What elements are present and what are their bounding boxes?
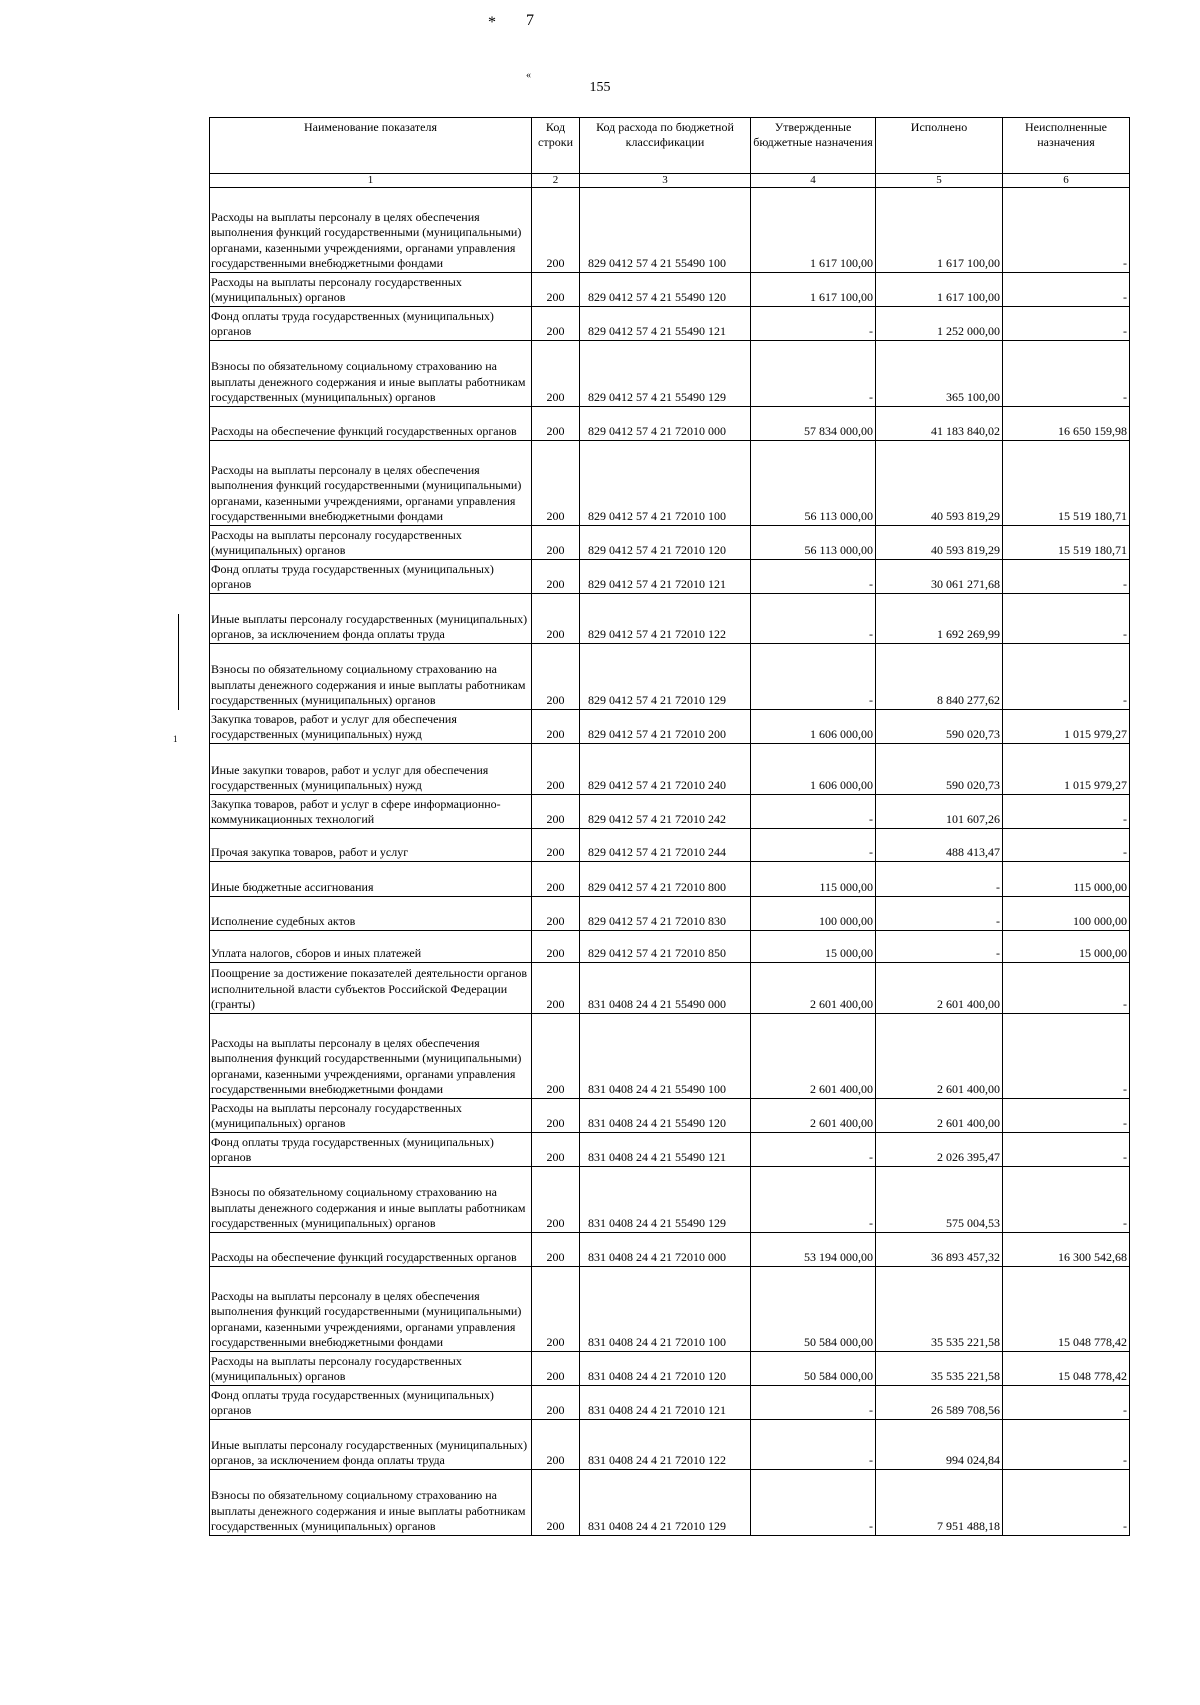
row-budget-code: 831 0408 24 4 21 55490 121 xyxy=(580,1133,751,1167)
row-executed: - xyxy=(876,931,1003,963)
row-name: Расходы на выплаты персоналу государственных (муниципальных) органов xyxy=(210,1099,532,1133)
row-line-code: 200 xyxy=(532,744,580,795)
row-unexecuted: 15 519 180,71 xyxy=(1003,526,1130,560)
row-budget-code: 829 0412 57 4 21 55490 129 xyxy=(580,341,751,407)
row-line-code: 200 xyxy=(532,594,580,644)
row-budget-code: 831 0408 24 4 21 72010 129 xyxy=(580,1470,751,1536)
row-name: Прочая закупка товаров, работ и услуг xyxy=(210,829,532,862)
row-unexecuted: 1 015 979,27 xyxy=(1003,710,1130,744)
row-name: Взносы по обязательному социальному страхованию на выплаты денежного содержания и иные выплаты работникам государственных (муниципальных) органов xyxy=(210,1470,532,1536)
row-unexecuted: - xyxy=(1003,795,1130,829)
row-name: Взносы по обязательному социальному страхованию на выплаты денежного содержания и иные выплаты работникам государственных (муниципальных) органов xyxy=(210,644,532,710)
row-executed: 30 061 271,68 xyxy=(876,560,1003,594)
row-name: Поощрение за достижение показателей деятельности органов исполнительной власти субъектов Российской Федерации (гранты) xyxy=(210,963,532,1014)
page-number: 155 xyxy=(589,80,611,95)
row-approved: 2 601 400,00 xyxy=(751,963,876,1014)
row-budget-code: 831 0408 24 4 21 55490 120 xyxy=(580,1099,751,1133)
row-unexecuted: 15 000,00 xyxy=(1003,931,1130,963)
row-name: Расходы на выплаты персоналу в целях обеспечения выполнения функций государственными (муниципальными) органами, казенными учреждениями, органами управления государственными внебюджетными фондами xyxy=(210,188,532,273)
row-line-code: 200 xyxy=(532,931,580,963)
row-unexecuted: - xyxy=(1003,963,1130,1014)
row-line-code: 200 xyxy=(532,1267,580,1352)
row-name: Фонд оплаты труда государственных (муниципальных) органов xyxy=(210,307,532,341)
row-executed: 575 004,53 xyxy=(876,1167,1003,1233)
row-executed: 41 183 840,02 xyxy=(876,407,1003,441)
row-executed: 365 100,00 xyxy=(876,341,1003,407)
row-approved: - xyxy=(751,560,876,594)
row-line-code: 200 xyxy=(532,1420,580,1470)
row-line-code: 200 xyxy=(532,407,580,441)
table-row xyxy=(210,1233,1130,1267)
column-index: 2 xyxy=(532,174,580,188)
row-unexecuted: - xyxy=(1003,188,1130,273)
row-executed: 26 589 708,56 xyxy=(876,1386,1003,1420)
table-row xyxy=(210,963,1130,1014)
row-approved: - xyxy=(751,341,876,407)
table-row xyxy=(210,1470,1130,1536)
row-name: Расходы на выплаты персоналу в целях обеспечения выполнения функций государственными (муниципальными) органами, казенными учреждениями, органами управления государственными внебюджетными фондами xyxy=(210,1014,532,1099)
column-header-name: Наименование показателя xyxy=(210,118,532,174)
row-unexecuted: - xyxy=(1003,341,1130,407)
row-unexecuted: - xyxy=(1003,594,1130,644)
column-header-budget-code: Код расхода по бюджетной классификации xyxy=(580,118,751,174)
table-row xyxy=(210,1014,1130,1099)
row-line-code: 200 xyxy=(532,897,580,931)
row-budget-code: 829 0412 57 4 21 72010 200 xyxy=(580,710,751,744)
row-executed: 35 535 221,58 xyxy=(876,1352,1003,1386)
row-unexecuted: - xyxy=(1003,307,1130,341)
row-line-code: 200 xyxy=(532,307,580,341)
row-budget-code: 831 0408 24 4 21 72010 122 xyxy=(580,1420,751,1470)
row-budget-code: 829 0412 57 4 21 72010 244 xyxy=(580,829,751,862)
row-executed: 101 607,26 xyxy=(876,795,1003,829)
row-name: Взносы по обязательному социальному страхованию на выплаты денежного содержания и иные выплаты работникам государственных (муниципальных) органов xyxy=(210,1167,532,1233)
row-name: Расходы на выплаты персоналу государственных (муниципальных) органов xyxy=(210,526,532,560)
row-approved: 1 617 100,00 xyxy=(751,188,876,273)
row-budget-code: 829 0412 57 4 21 72010 121 xyxy=(580,560,751,594)
row-name: Иные закупки товаров, работ и услуг для обеспечения государственных (муниципальных) нужд xyxy=(210,744,532,795)
row-approved: 57 834 000,00 xyxy=(751,407,876,441)
table-row xyxy=(210,1420,1130,1470)
row-executed: 1 617 100,00 xyxy=(876,188,1003,273)
row-approved: - xyxy=(751,1167,876,1233)
table-row xyxy=(210,307,1130,341)
column-header-executed: Исполнено xyxy=(876,118,1003,174)
row-line-code: 200 xyxy=(532,188,580,273)
row-budget-code: 831 0408 24 4 21 72010 121 xyxy=(580,1386,751,1420)
column-header-line-code: Код строки xyxy=(532,118,580,174)
row-unexecuted: - xyxy=(1003,1167,1130,1233)
row-executed: 590 020,73 xyxy=(876,710,1003,744)
row-line-code: 200 xyxy=(532,273,580,307)
column-index: 5 xyxy=(876,174,1003,188)
row-line-code: 200 xyxy=(532,1352,580,1386)
row-executed: 36 893 457,32 xyxy=(876,1233,1003,1267)
row-approved: 15 000,00 xyxy=(751,931,876,963)
column-index: 4 xyxy=(751,174,876,188)
row-unexecuted: - xyxy=(1003,273,1130,307)
row-executed: 488 413,47 xyxy=(876,829,1003,862)
row-budget-code: 829 0412 57 4 21 72010 800 xyxy=(580,862,751,897)
row-line-code: 200 xyxy=(532,963,580,1014)
row-approved: - xyxy=(751,795,876,829)
row-name: Расходы на выплаты персоналу государственных (муниципальных) органов xyxy=(210,1352,532,1386)
row-line-code: 200 xyxy=(532,644,580,710)
row-budget-code: 829 0412 57 4 21 72010 120 xyxy=(580,526,751,560)
column-header-unexecuted: Неисполненные назначения xyxy=(1003,118,1130,174)
row-unexecuted: 16 300 542,68 xyxy=(1003,1233,1130,1267)
row-approved: 50 584 000,00 xyxy=(751,1352,876,1386)
header-row xyxy=(210,118,1130,174)
row-name: Расходы на выплаты персоналу в целях обеспечения выполнения функций государственными (муниципальными) органами, казенными учреждениями, органами управления государственными внебюджетными фондами xyxy=(210,1267,532,1352)
row-executed: 2 601 400,00 xyxy=(876,963,1003,1014)
row-line-code: 200 xyxy=(532,862,580,897)
row-approved: - xyxy=(751,594,876,644)
row-line-code: 200 xyxy=(532,829,580,862)
column-index-row xyxy=(210,174,1130,188)
row-unexecuted: 115 000,00 xyxy=(1003,862,1130,897)
row-line-code: 200 xyxy=(532,1014,580,1099)
row-approved: 53 194 000,00 xyxy=(751,1233,876,1267)
row-name: Взносы по обязательному социальному страхованию на выплаты денежного содержания и иные выплаты работникам государственных (муниципальных) органов xyxy=(210,341,532,407)
row-approved: 2 601 400,00 xyxy=(751,1099,876,1133)
row-line-code: 200 xyxy=(532,560,580,594)
row-executed: 2 601 400,00 xyxy=(876,1014,1003,1099)
table-row xyxy=(210,1167,1130,1233)
table-row xyxy=(210,594,1130,644)
row-name: Уплата налогов, сборов и иных платежей xyxy=(210,931,532,963)
row-approved: 56 113 000,00 xyxy=(751,441,876,526)
table-row xyxy=(210,862,1130,897)
row-approved: - xyxy=(751,644,876,710)
row-approved: 1 617 100,00 xyxy=(751,273,876,307)
row-line-code: 200 xyxy=(532,441,580,526)
scan-mark: 1 xyxy=(173,734,178,744)
table-row xyxy=(210,273,1130,307)
row-budget-code: 829 0412 57 4 21 72010 242 xyxy=(580,795,751,829)
row-budget-code: 829 0412 57 4 21 72010 830 xyxy=(580,897,751,931)
row-budget-code: 829 0412 57 4 21 72010 129 xyxy=(580,644,751,710)
row-unexecuted: 100 000,00 xyxy=(1003,897,1130,931)
column-index: 1 xyxy=(210,174,532,188)
column-header-approved: Утвержденные бюджетные назначения xyxy=(751,118,876,174)
scan-mark: 7 xyxy=(526,12,534,29)
table-row xyxy=(210,188,1130,273)
row-name: Фонд оплаты труда государственных (муниципальных) органов xyxy=(210,560,532,594)
row-name: Расходы на выплаты персоналу в целях обеспечения выполнения функций государственными (муниципальными) органами, казенными учреждениями, органами управления государственными внебюджетными фондами xyxy=(210,441,532,526)
row-unexecuted: - xyxy=(1003,1099,1130,1133)
row-name: Фонд оплаты труда государственных (муниципальных) органов xyxy=(210,1133,532,1167)
table-row xyxy=(210,744,1130,795)
table-row xyxy=(210,441,1130,526)
row-unexecuted: 15 048 778,42 xyxy=(1003,1267,1130,1352)
row-budget-code: 829 0412 57 4 21 55490 121 xyxy=(580,307,751,341)
row-budget-code: 831 0408 24 4 21 55490 129 xyxy=(580,1167,751,1233)
budget-execution-table xyxy=(209,117,1130,1536)
row-executed: 1 692 269,99 xyxy=(876,594,1003,644)
table-row xyxy=(210,644,1130,710)
table-row xyxy=(210,931,1130,963)
row-budget-code: 831 0408 24 4 21 72010 120 xyxy=(580,1352,751,1386)
row-name: Расходы на выплаты персоналу государственных (муниципальных) органов xyxy=(210,273,532,307)
row-executed: - xyxy=(876,897,1003,931)
row-approved: 100 000,00 xyxy=(751,897,876,931)
budget-execution-table-container xyxy=(209,117,1129,1536)
row-budget-code: 829 0412 57 4 21 72010 850 xyxy=(580,931,751,963)
row-executed: 2 601 400,00 xyxy=(876,1099,1003,1133)
row-name: Расходы на обеспечение функций государственных органов xyxy=(210,1233,532,1267)
row-name: Иные бюджетные ассигнования xyxy=(210,862,532,897)
row-approved: 56 113 000,00 xyxy=(751,526,876,560)
scan-mark: « xyxy=(526,70,531,81)
table-row xyxy=(210,710,1130,744)
row-budget-code: 831 0408 24 4 21 55490 000 xyxy=(580,963,751,1014)
table-row xyxy=(210,795,1130,829)
table-row xyxy=(210,560,1130,594)
row-unexecuted: - xyxy=(1003,644,1130,710)
row-approved: - xyxy=(751,307,876,341)
row-approved: 115 000,00 xyxy=(751,862,876,897)
row-approved: - xyxy=(751,1470,876,1536)
row-approved: 1 606 000,00 xyxy=(751,710,876,744)
row-unexecuted: - xyxy=(1003,1133,1130,1167)
row-approved: - xyxy=(751,829,876,862)
table-row xyxy=(210,341,1130,407)
row-executed: 8 840 277,62 xyxy=(876,644,1003,710)
row-name: Расходы на обеспечение функций государственных органов xyxy=(210,407,532,441)
scan-mark: * xyxy=(488,14,496,31)
row-unexecuted: 15 048 778,42 xyxy=(1003,1352,1130,1386)
row-line-code: 200 xyxy=(532,1386,580,1420)
row-unexecuted: 15 519 180,71 xyxy=(1003,441,1130,526)
row-name: Фонд оплаты труда государственных (муниципальных) органов xyxy=(210,1386,532,1420)
column-index: 3 xyxy=(580,174,751,188)
row-unexecuted: - xyxy=(1003,1470,1130,1536)
row-name: Закупка товаров, работ и услуг для обеспечения государственных (муниципальных) нужд xyxy=(210,710,532,744)
row-executed: 7 951 488,18 xyxy=(876,1470,1003,1536)
row-executed: 40 593 819,29 xyxy=(876,526,1003,560)
row-budget-code: 831 0408 24 4 21 55490 100 xyxy=(580,1014,751,1099)
table-row xyxy=(210,897,1130,931)
row-approved: 2 601 400,00 xyxy=(751,1014,876,1099)
row-unexecuted: 16 650 159,98 xyxy=(1003,407,1130,441)
row-name: Закупка товаров, работ и услуг в сфере информационно-коммуникационных технологий xyxy=(210,795,532,829)
row-line-code: 200 xyxy=(532,1133,580,1167)
row-executed: 2 026 395,47 xyxy=(876,1133,1003,1167)
row-line-code: 200 xyxy=(532,1167,580,1233)
row-unexecuted: - xyxy=(1003,1420,1130,1470)
row-executed: 994 024,84 xyxy=(876,1420,1003,1470)
row-unexecuted: - xyxy=(1003,1014,1130,1099)
table-row xyxy=(210,1352,1130,1386)
row-line-code: 200 xyxy=(532,710,580,744)
row-unexecuted: 1 015 979,27 xyxy=(1003,744,1130,795)
row-line-code: 200 xyxy=(532,1099,580,1133)
row-executed: 40 593 819,29 xyxy=(876,441,1003,526)
row-approved: 1 606 000,00 xyxy=(751,744,876,795)
row-unexecuted: - xyxy=(1003,829,1130,862)
row-approved: - xyxy=(751,1386,876,1420)
column-index: 6 xyxy=(1003,174,1130,188)
row-budget-code: 829 0412 57 4 21 55490 120 xyxy=(580,273,751,307)
row-line-code: 200 xyxy=(532,795,580,829)
table-row xyxy=(210,526,1130,560)
row-budget-code: 829 0412 57 4 21 72010 000 xyxy=(580,407,751,441)
row-name: Иные выплаты персоналу государственных (муниципальных) органов, за исключением фонда оплаты труда xyxy=(210,594,532,644)
margin-line xyxy=(178,614,179,710)
row-approved: - xyxy=(751,1420,876,1470)
row-line-code: 200 xyxy=(532,526,580,560)
row-unexecuted: - xyxy=(1003,560,1130,594)
row-budget-code: 831 0408 24 4 21 72010 100 xyxy=(580,1267,751,1352)
row-budget-code: 829 0412 57 4 21 55490 100 xyxy=(580,188,751,273)
table-row xyxy=(210,1386,1130,1420)
table-row xyxy=(210,1099,1130,1133)
row-executed: 590 020,73 xyxy=(876,744,1003,795)
table-row xyxy=(210,1267,1130,1352)
row-unexecuted: - xyxy=(1003,1386,1130,1420)
row-executed: 1 617 100,00 xyxy=(876,273,1003,307)
row-line-code: 200 xyxy=(532,1470,580,1536)
row-executed: 35 535 221,58 xyxy=(876,1267,1003,1352)
row-name: Исполнение судебных актов xyxy=(210,897,532,931)
row-budget-code: 829 0412 57 4 21 72010 240 xyxy=(580,744,751,795)
row-name: Иные выплаты персоналу государственных (муниципальных) органов, за исключением фонда оплаты труда xyxy=(210,1420,532,1470)
row-executed: - xyxy=(876,862,1003,897)
row-approved: 50 584 000,00 xyxy=(751,1267,876,1352)
table-row xyxy=(210,829,1130,862)
row-line-code: 200 xyxy=(532,341,580,407)
row-budget-code: 829 0412 57 4 21 72010 122 xyxy=(580,594,751,644)
row-executed: 1 252 000,00 xyxy=(876,307,1003,341)
row-approved: - xyxy=(751,1133,876,1167)
row-budget-code: 831 0408 24 4 21 72010 000 xyxy=(580,1233,751,1267)
row-budget-code: 829 0412 57 4 21 72010 100 xyxy=(580,441,751,526)
table-row xyxy=(210,1133,1130,1167)
table-row xyxy=(210,407,1130,441)
row-line-code: 200 xyxy=(532,1233,580,1267)
